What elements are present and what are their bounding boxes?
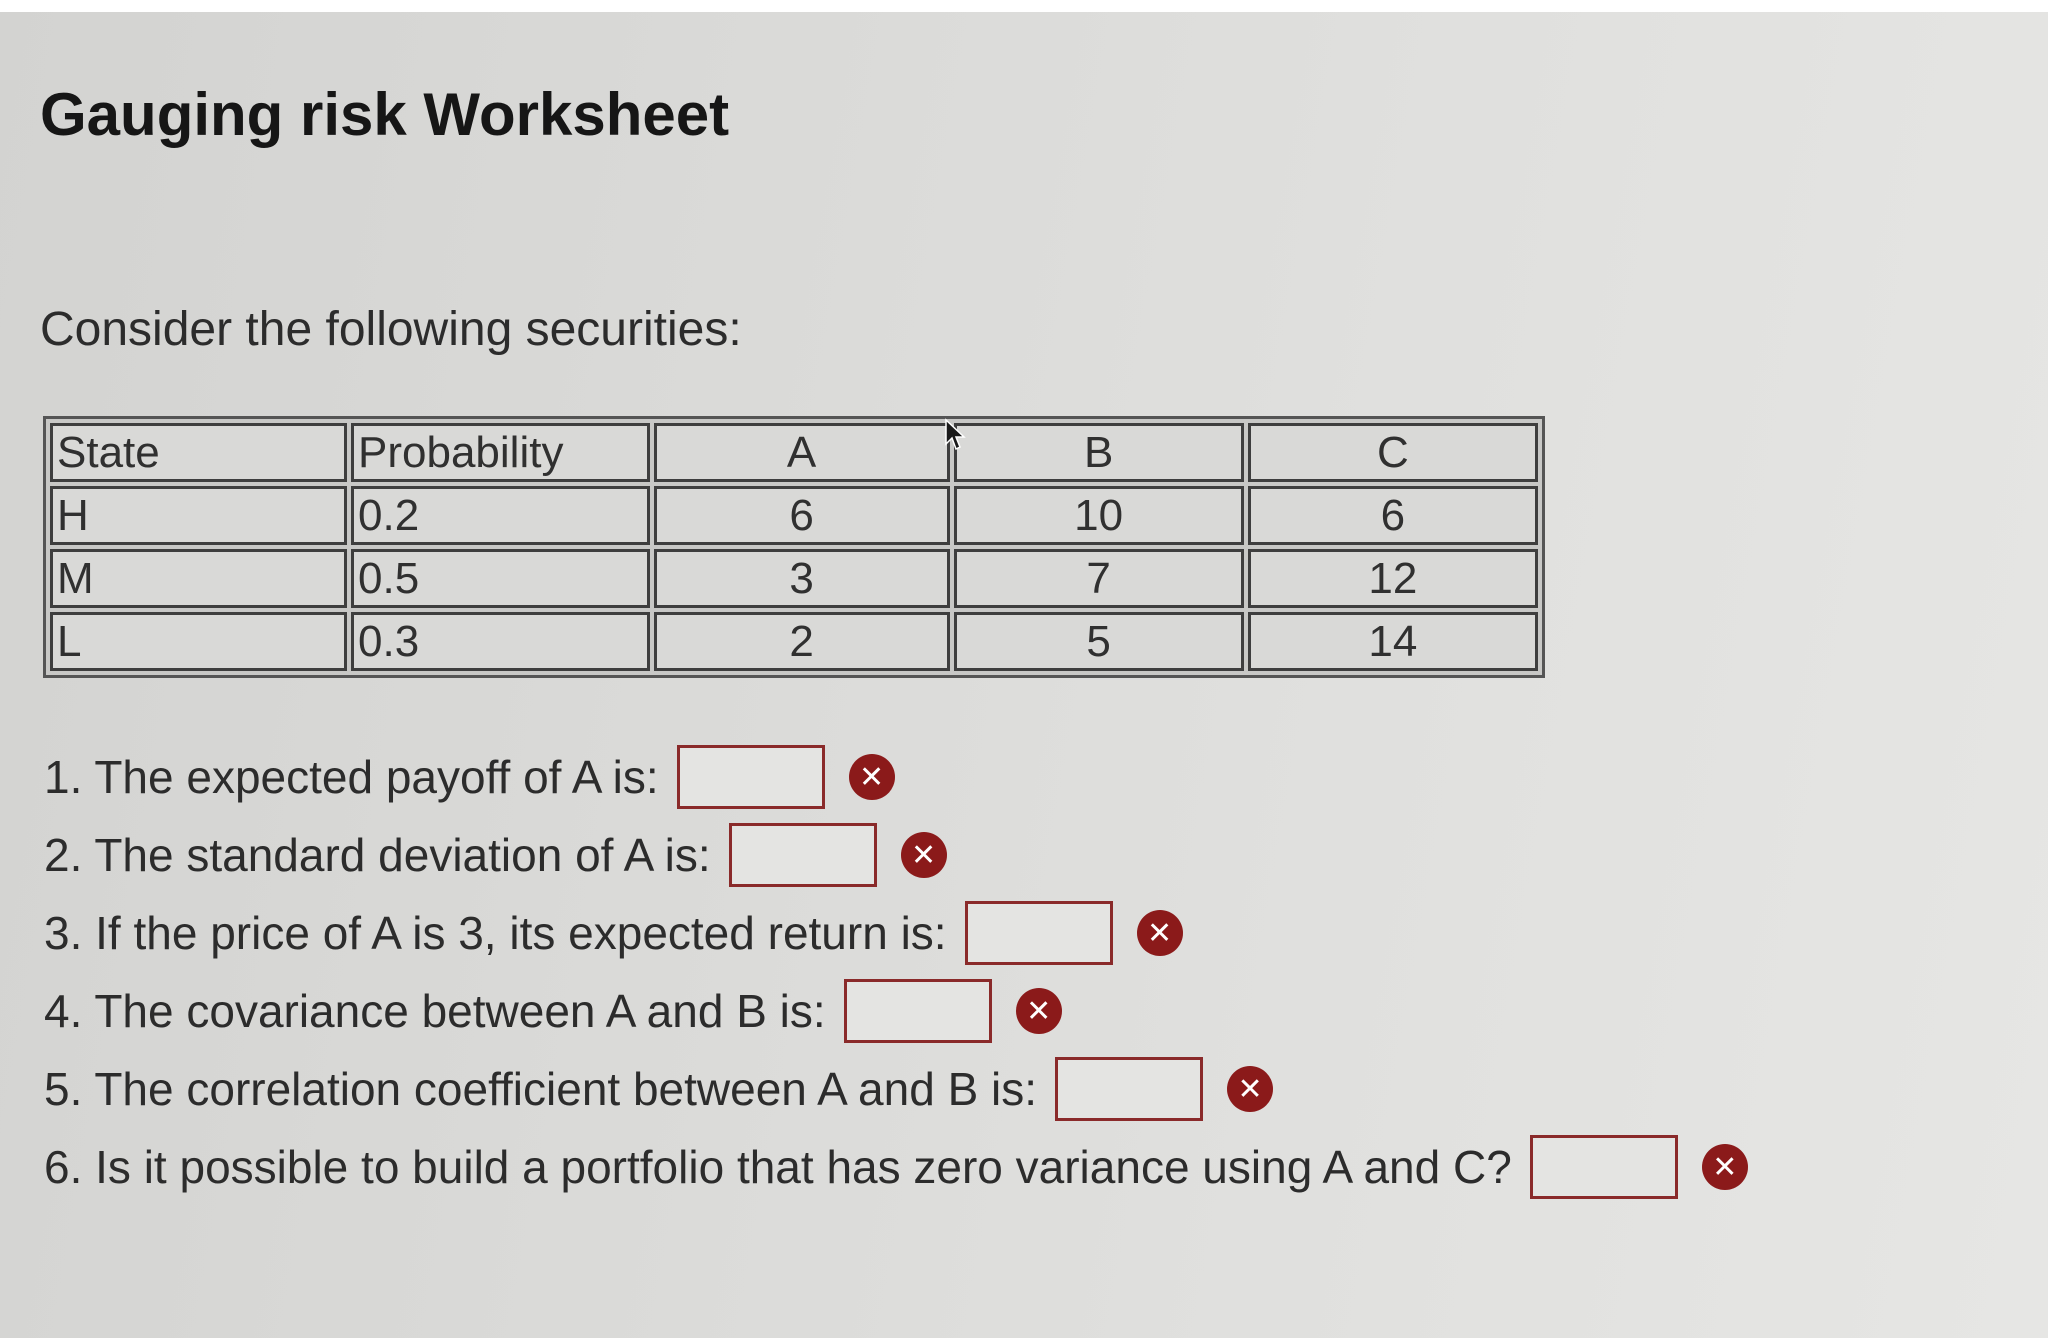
- table-cell: 5: [954, 612, 1244, 671]
- question-4-answer-input[interactable]: [844, 979, 992, 1043]
- close-circle-icon: ✕: [849, 754, 895, 800]
- question-4-text: 4. The covariance between A and B is:: [44, 985, 826, 1037]
- question-6-text: 6. Is it possible to build a portfolio that has zero variance using A and C?: [44, 1141, 1512, 1193]
- table-cell: 6: [1248, 486, 1538, 545]
- page-title: Gauging risk Worksheet: [40, 81, 730, 148]
- close-circle-icon: ✕: [1702, 1144, 1748, 1190]
- question-1-answer-input[interactable]: [677, 745, 825, 809]
- table-header-row: [50, 423, 1538, 482]
- close-circle-icon: ✕: [1016, 988, 1062, 1034]
- table-row: [50, 486, 1538, 545]
- table-cell: 0.3: [351, 612, 650, 671]
- table-row: [50, 612, 1538, 671]
- table-cell: 14: [1248, 612, 1538, 671]
- header-cell-state: State: [50, 423, 347, 482]
- question-1: [44, 738, 1748, 816]
- question-list: [44, 738, 1748, 1206]
- table-cell: L: [50, 612, 347, 671]
- table-cell: 6: [654, 486, 950, 545]
- intro-text: Consider the following securities:: [40, 303, 742, 356]
- question-5-text: 5. The correlation coefficient between A and B is:: [44, 1063, 1038, 1115]
- close-circle-icon: ✕: [901, 832, 947, 878]
- question-2-answer-input[interactable]: [729, 823, 877, 887]
- table-cell: 2: [654, 612, 950, 671]
- table-cell: H: [50, 486, 347, 545]
- worksheet-page: [0, 12, 2048, 1338]
- securities-table: [43, 416, 1545, 678]
- question-2-text: 2. The standard deviation of A is:: [44, 829, 711, 881]
- table-cell: 7: [954, 549, 1244, 608]
- close-circle-icon: ✕: [1227, 1066, 1273, 1112]
- question-4: [44, 972, 1748, 1050]
- table-cell: 0.5: [351, 549, 650, 608]
- question-2: [44, 816, 1748, 894]
- question-5: [44, 1050, 1748, 1128]
- close-circle-icon: ✕: [1137, 910, 1183, 956]
- header-cell-c: C: [1248, 423, 1538, 482]
- question-5-answer-input[interactable]: [1055, 1057, 1203, 1121]
- table-row: [50, 549, 1538, 608]
- question-6-answer-input[interactable]: [1530, 1135, 1678, 1199]
- header-cell-b: B: [954, 423, 1244, 482]
- table-cell: 3: [654, 549, 950, 608]
- table-cell: 12: [1248, 549, 1538, 608]
- question-1-text: 1. The expected payoff of A is:: [44, 751, 659, 803]
- question-3-answer-input[interactable]: [965, 901, 1113, 965]
- mouse-pointer-icon: [944, 418, 966, 457]
- question-3-text: 3. If the price of A is 3, its expected return is:: [44, 907, 947, 959]
- table-cell: 10: [954, 486, 1244, 545]
- table-cell: 0.2: [351, 486, 650, 545]
- question-3: [44, 894, 1748, 972]
- header-cell-a: A: [654, 423, 950, 482]
- header-cell-probability: Probability: [351, 423, 650, 482]
- table-cell: M: [50, 549, 347, 608]
- question-6: [44, 1128, 1748, 1206]
